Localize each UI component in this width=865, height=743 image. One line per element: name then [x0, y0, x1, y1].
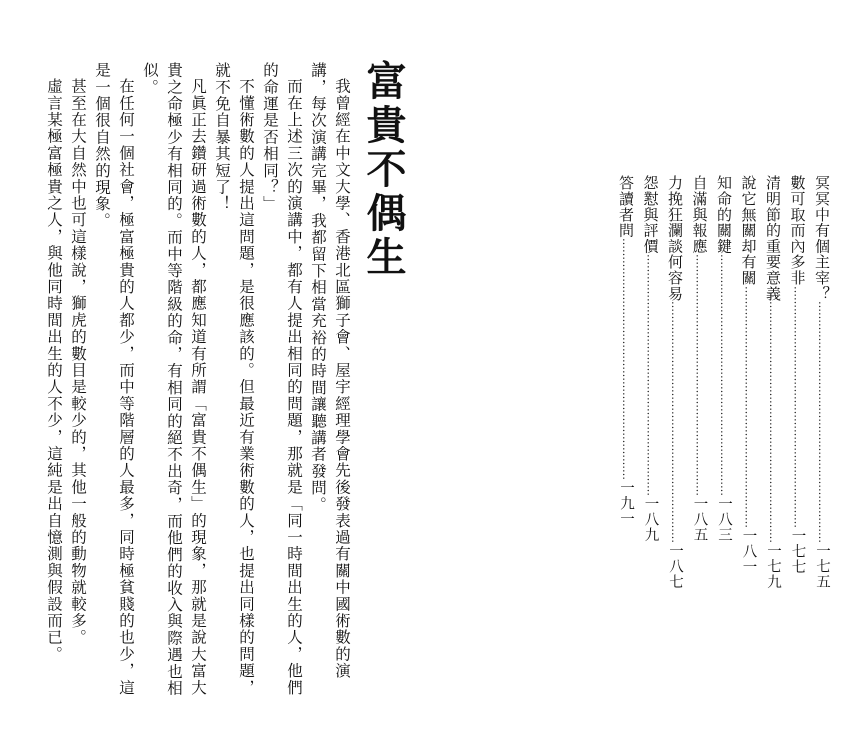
toc-entry-title: 知命的關鍵	[715, 175, 733, 254]
toc-entry[interactable]	[638, 175, 663, 543]
toc-entry-leader: …………………………………………………………	[693, 254, 707, 496]
toc-entry[interactable]	[687, 175, 712, 543]
article-paragraph-1: 我曾經在中文大學、香港北區獅子會、屋宇經理學會先後發表過有關中國術數的演講，每次演講完畢，我都留下相當充裕的時間讓聽講者發問。	[309, 62, 351, 679]
toc-entry-title: 自滿與報應	[690, 175, 709, 254]
toc-entry-leader: …………………………………………………………	[669, 301, 682, 544]
toc-entry-title: 怨懟與評價	[641, 175, 660, 254]
toc-entry-title: 冥冥中有個主宰？	[813, 175, 831, 302]
toc-entry-title: 說它無關却有關	[739, 175, 758, 286]
article-paragraph-2: 而在上述三次的演講中，都有人提出相同的問題，那就是「同一時間出生的人，他們的命運是否相同？」	[261, 62, 303, 696]
toc-entry-title: 清明節的重要意義	[764, 175, 782, 302]
toc-entry-page: 一九一	[618, 480, 634, 527]
toc-entry-title: 力挽狂瀾談何容易	[666, 175, 684, 302]
toc-entry-page: 一七七	[789, 527, 806, 575]
toc-entry-leader: …………………………………………………………	[620, 238, 633, 481]
toc-entry-page: 一八九	[642, 496, 659, 543]
toc-entry[interactable]	[761, 175, 786, 590]
article-paragraph-3: 不懂術數的人提出這問題，是很應該的。但最近有業術數的人，也提出同樣的問題，就不免自暴其短了！	[213, 62, 255, 696]
toc-entry-title: 數可取而內多非	[788, 175, 807, 286]
toc-entry[interactable]	[785, 175, 810, 575]
article-paragraph-4: 凡眞正去鑽研過術數的人，都應知道有所謂「富貴不偶生」的現象，那就是說大富大貴之命極少有相同的。而中等階級的命，有相同的絕不出奇，而他們的收入與際遇也相似。	[141, 62, 207, 697]
toc-entry[interactable]	[810, 175, 835, 590]
toc-entry-leader: …………………………………………………………	[742, 285, 756, 528]
table-of-contents	[614, 175, 834, 590]
toc-entry-page: 一八五	[691, 496, 708, 543]
article-body	[22, 62, 354, 712]
toc-entry[interactable]	[614, 175, 639, 527]
toc-entry[interactable]	[663, 175, 688, 590]
toc-entry-title: 答讀者問	[617, 175, 635, 239]
article-paragraph-5: 在任何一個社會，極富極貴的人都少，而中等階層的人最多，同時極貧賤的也少，這是一個很自然的現象。	[93, 62, 135, 696]
toc-entry-leader: …………………………………………………………	[816, 301, 829, 544]
toc-entry-page: 一八三	[716, 496, 732, 543]
toc-entry-leader: …………………………………………………………	[718, 254, 731, 496]
toc-entry-leader: …………………………………………………………	[791, 285, 805, 528]
article-paragraph-6: 甚至在大自然中也可這樣說，獅虎的數目是較少的，其他一般的動物就較多。	[69, 77, 87, 646]
article-title: 富貴不偶生	[360, 60, 407, 280]
toc-entry[interactable]	[736, 175, 761, 575]
toc-entry-page: 一七五	[814, 543, 830, 590]
toc-entry-page: 一七九	[765, 543, 781, 590]
toc-entry[interactable]	[712, 175, 737, 543]
article-paragraph-7: 虛言某極富極貴之人，與他同時間出生的人不少，這純是出自憶測與假設而已。	[45, 77, 63, 662]
toc-entry-page: 一八一	[740, 527, 757, 575]
toc-entry-leader: …………………………………………………………	[767, 301, 780, 544]
toc-entry-page: 一八七	[667, 543, 683, 590]
toc-entry-leader: …………………………………………………………	[644, 254, 658, 496]
